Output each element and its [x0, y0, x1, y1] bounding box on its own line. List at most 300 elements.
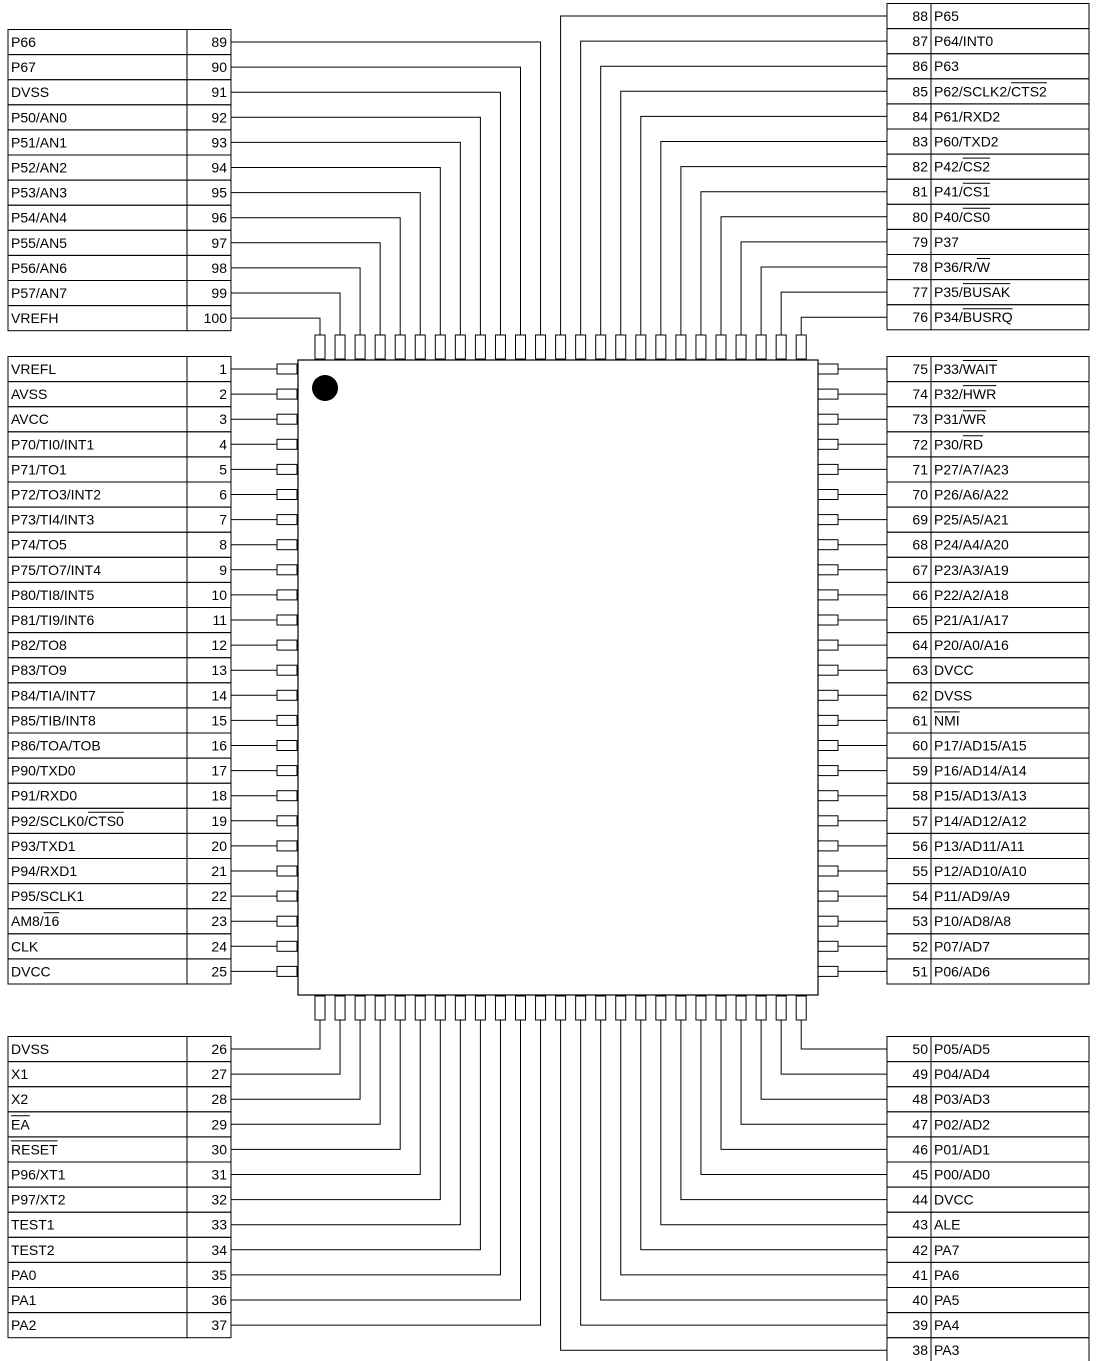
pin-label: P96/XT1	[11, 1166, 66, 1183]
top-left-wire	[231, 142, 460, 335]
pin-label: TEST1	[11, 1216, 55, 1233]
pin-number: 53	[912, 913, 928, 930]
pin-number: 28	[211, 1091, 227, 1108]
left-lead	[277, 791, 297, 801]
pin-number: 16	[211, 737, 227, 754]
left-lead	[277, 941, 297, 951]
pin-number: 2	[219, 386, 227, 403]
right-lead	[818, 615, 838, 625]
right-lead	[818, 515, 838, 525]
bottom-lead	[696, 996, 706, 1020]
bottom-lead	[756, 996, 766, 1020]
pin-label: P84/TIA/INT7	[11, 687, 96, 704]
pin-number: 98	[211, 259, 227, 276]
bottom-lead	[656, 996, 666, 1020]
pin-label: P10/AD8/A8	[934, 913, 1012, 930]
pin-number: 35	[211, 1266, 227, 1283]
pin-label: P74/TO5	[11, 536, 67, 553]
bottom-lead	[516, 996, 526, 1020]
pin-number: 26	[211, 1041, 227, 1057]
left-lead	[277, 741, 297, 751]
bottom-lead	[395, 996, 405, 1020]
top-right-wire	[801, 317, 887, 335]
pin-number: 68	[912, 536, 928, 553]
pin-label: DVCC	[934, 662, 974, 679]
pin-label: PA4	[934, 1317, 960, 1334]
pin-label: DVCC	[934, 1191, 974, 1208]
right-lead	[818, 540, 838, 550]
pin-number: 72	[912, 436, 928, 453]
pin-label: P01/AD1	[934, 1141, 991, 1158]
pin-number: 74	[912, 386, 928, 403]
bottom-left-wire	[231, 1020, 420, 1175]
pin-label: X2	[11, 1091, 29, 1108]
left-lead	[277, 640, 297, 650]
pin-number: 61	[912, 712, 928, 729]
pin-number: 48	[912, 1091, 928, 1108]
right-lead	[818, 816, 838, 826]
pin-label: DVCC	[11, 963, 51, 980]
bottom-left-wire	[231, 1020, 380, 1124]
pin-label: P92/SCLK0/CTS0	[11, 812, 124, 829]
pin-number: 95	[211, 184, 227, 201]
bottom-right-wire	[701, 1020, 887, 1175]
pin-number: 29	[211, 1116, 227, 1133]
left-lead	[277, 665, 297, 675]
pin-label: P53/AN3	[11, 184, 68, 201]
pin-number: 19	[211, 812, 227, 829]
pin-number: 89	[211, 34, 227, 50]
pin-label: DVSS	[11, 84, 50, 101]
pin-label-cell	[8, 1112, 187, 1137]
top-lead	[435, 335, 445, 359]
top-right-wire	[761, 267, 887, 335]
bottom-lead	[636, 996, 646, 1020]
pin-number: 58	[912, 787, 928, 804]
pin-number: 37	[211, 1317, 227, 1334]
pin-label: P23/A3/A19	[934, 561, 1009, 578]
pin-number: 52	[912, 938, 928, 955]
left-lead	[277, 414, 297, 424]
right-lead	[818, 791, 838, 801]
pin-label: X1	[11, 1066, 29, 1083]
pin-number: 32	[211, 1191, 227, 1208]
pin-label: P26/A6/A22	[934, 486, 1009, 503]
pin-number: 56	[912, 837, 928, 854]
pin-label: P90/TXD0	[11, 762, 76, 779]
top-lead	[495, 335, 505, 359]
pin-label: P06/AD6	[934, 963, 991, 980]
bottom-lead	[355, 996, 365, 1020]
pin-number: 99	[211, 285, 227, 301]
pin-label: P56/AN6	[11, 259, 68, 276]
bottom-left-wire	[231, 1020, 521, 1300]
pin-label: P22/A2/A18	[934, 586, 1009, 603]
pin-number: 36	[211, 1292, 227, 1308]
pin-label: P07/AD7	[934, 938, 991, 955]
pin-number: 94	[211, 159, 227, 176]
top-right-wire	[561, 16, 887, 335]
pin-label: P80/TI8/INT5	[11, 586, 95, 603]
pin-label: P33/WAIT	[934, 361, 998, 377]
left-lead	[277, 389, 297, 399]
top-lead	[455, 335, 465, 359]
pin-label: P35/BUSAK	[934, 284, 1011, 301]
pin-label: P16/AD14/A14	[934, 762, 1027, 779]
right-lead	[818, 414, 838, 424]
pin-label: P42/CS2	[934, 158, 991, 175]
pin-label: P61/RXD2	[934, 108, 1001, 125]
bottom-right-wire	[781, 1020, 887, 1074]
bottom-right-wire	[761, 1020, 887, 1099]
left-lead	[277, 590, 297, 600]
bottom-lead	[596, 996, 606, 1020]
top-lead	[395, 335, 405, 359]
pin-label: PA5	[934, 1292, 960, 1308]
pin-label: VREFH	[11, 310, 59, 327]
pin-number: 45	[912, 1166, 928, 1183]
pin-number: 24	[211, 938, 227, 955]
top-lead	[536, 335, 546, 359]
top-lead	[475, 335, 485, 359]
pin-number: 31	[211, 1166, 227, 1183]
bottom-right-wire	[661, 1020, 887, 1225]
bottom-lead	[415, 996, 425, 1020]
pin-number: 86	[912, 58, 928, 75]
pin-label: P83/TO9	[11, 662, 67, 679]
pin-label: P34/BUSRQ	[934, 309, 1013, 326]
pin-label: P17/AD15/A15	[934, 737, 1027, 754]
pin-label: EA	[11, 1116, 30, 1133]
pin-label: PA1	[11, 1292, 37, 1308]
pin-number: 50	[912, 1041, 928, 1057]
right-lead	[818, 464, 838, 474]
right-lead	[818, 741, 838, 751]
pin-label: P97/XT2	[11, 1191, 66, 1208]
pin-label: P95/SCLK1	[11, 888, 85, 905]
pin-number: 66	[912, 586, 928, 603]
pin-number: 77	[912, 284, 928, 301]
left-lead	[277, 841, 297, 851]
pin-number: 44	[912, 1191, 928, 1208]
top-right-wire	[781, 292, 887, 335]
pin-number: 70	[912, 486, 928, 503]
pin-number: 85	[912, 83, 928, 100]
bottom-right-wire	[681, 1020, 887, 1200]
bottom-lead	[536, 996, 546, 1020]
pin-label: P21/A1/A17	[934, 612, 1009, 628]
pin-number: 88	[912, 8, 928, 24]
pin-label: P73/TI4/INT3	[11, 511, 95, 528]
top-left-wire	[231, 42, 541, 335]
pin-label: P85/TIB/INT8	[11, 712, 96, 729]
pin-number: 23	[211, 913, 227, 930]
bottom-lead	[556, 996, 566, 1020]
right-lead	[818, 640, 838, 650]
pin-number: 25	[211, 963, 227, 980]
bottom-lead	[616, 996, 626, 1020]
left-lead	[277, 690, 297, 700]
pin-number: 42	[912, 1241, 928, 1258]
pin-number: 17	[211, 762, 227, 779]
left-lead	[277, 565, 297, 575]
pin-number: 34	[211, 1241, 227, 1258]
top-left-wire	[231, 193, 420, 335]
right-lead	[818, 766, 838, 776]
pin-label: P51/AN1	[11, 134, 68, 151]
left-lead	[277, 816, 297, 826]
bottom-lead	[315, 996, 325, 1020]
left-lead	[277, 891, 297, 901]
right-lead	[818, 665, 838, 675]
pin-label: P12/AD10/A10	[934, 863, 1027, 879]
bottom-lead	[435, 996, 445, 1020]
top-left-wire	[231, 243, 380, 335]
pin-label: P60/TXD2	[934, 133, 999, 150]
pin-number: 4	[219, 436, 227, 453]
pin-label: P24/A4/A20	[934, 536, 1009, 553]
bottom-lead	[676, 996, 686, 1020]
pin-label: P20/A0/A16	[934, 637, 1009, 654]
pin-label: P37	[934, 233, 959, 250]
bottom-lead	[776, 996, 786, 1020]
right-lead	[818, 565, 838, 575]
top-lead	[656, 335, 666, 359]
pin-label: P72/TO3/INT2	[11, 486, 102, 503]
pin-number: 55	[912, 863, 928, 879]
pin-number: 27	[211, 1066, 227, 1083]
bottom-lead	[455, 996, 465, 1020]
pin-label: P70/TI0/INT1	[11, 436, 95, 453]
pin-label: P93/TXD1	[11, 837, 76, 854]
pin-number: 63	[912, 662, 928, 679]
pin-number: 78	[912, 259, 928, 275]
top-lead	[616, 335, 626, 359]
pin-label: P31/WR	[934, 411, 987, 428]
top-right-wire	[641, 116, 887, 335]
pin-number: 9	[219, 561, 227, 578]
right-lead	[818, 439, 838, 449]
pin-number: 41	[912, 1266, 928, 1283]
pin-label: DVSS	[934, 687, 973, 704]
pin-number: 91	[211, 84, 227, 101]
pin-number: 65	[912, 612, 928, 628]
pin-label: P15/AD13/A13	[934, 787, 1027, 804]
top-lead	[335, 335, 345, 359]
top-right-wire	[581, 41, 887, 335]
pin-label: P81/TI9/INT6	[11, 612, 95, 628]
left-lead	[277, 615, 297, 625]
pin-label: PA6	[934, 1266, 960, 1283]
pin-label: P75/TO7/INT4	[11, 561, 102, 578]
bottom-right-wire	[721, 1020, 887, 1149]
pin-number: 93	[211, 134, 227, 151]
left-lead	[277, 439, 297, 449]
pin-number: 76	[912, 309, 928, 326]
pin-number: 5	[219, 461, 227, 478]
top-lead	[415, 335, 425, 359]
pin-number: 12	[211, 637, 227, 654]
left-lead	[277, 490, 297, 500]
bottom-left-wire	[231, 1020, 400, 1149]
pin-number: 73	[912, 411, 928, 428]
pin-label: P82/TO8	[11, 637, 67, 654]
right-lead	[818, 690, 838, 700]
pin-label: P55/AN5	[11, 234, 68, 251]
top-lead	[596, 335, 606, 359]
pin-number: 21	[211, 863, 227, 879]
pin-number: 30	[211, 1141, 227, 1158]
pin-number: 100	[203, 310, 227, 327]
top-left-wire	[231, 268, 360, 335]
pin-label: P02/AD2	[934, 1116, 991, 1133]
pin-number: 97	[211, 234, 227, 251]
pin-label-cell	[8, 1087, 187, 1112]
top-lead	[576, 335, 586, 359]
right-lead	[818, 966, 838, 976]
pin-number: 43	[912, 1216, 928, 1233]
pin-number: 81	[912, 183, 928, 200]
top-right-wire	[701, 192, 887, 335]
pin-number: 51	[912, 963, 928, 980]
top-lead	[736, 335, 746, 359]
pin-label: P57/AN7	[11, 285, 68, 301]
right-lead	[818, 841, 838, 851]
top-left-wire	[231, 218, 400, 335]
bottom-right-wire	[601, 1020, 887, 1300]
pin-number: 6	[219, 486, 227, 503]
pin-label: P66	[11, 34, 36, 50]
pin-number: 90	[211, 59, 227, 76]
pin-label: P67	[11, 59, 36, 76]
right-lead	[818, 941, 838, 951]
bottom-left-wire	[231, 1020, 340, 1074]
pin-label: P65	[934, 8, 959, 24]
top-lead	[756, 335, 766, 359]
pin-number: 75	[912, 361, 928, 377]
pin-label: P04/AD4	[934, 1066, 991, 1083]
pin-number: 14	[211, 687, 227, 704]
bottom-right-wire	[581, 1020, 887, 1325]
pin-number: 64	[912, 637, 928, 654]
pin-number: 92	[211, 109, 227, 126]
right-lead	[818, 916, 838, 926]
pin-number: 67	[912, 561, 928, 578]
left-lead	[277, 715, 297, 725]
pin-label: P40/CS0	[934, 208, 991, 225]
left-lead	[277, 540, 297, 550]
pin-label: P14/AD12/A12	[934, 812, 1027, 829]
left-lead	[277, 866, 297, 876]
bottom-right-wire	[561, 1020, 887, 1350]
pin-label: TEST2	[11, 1241, 55, 1258]
top-lead	[716, 335, 726, 359]
pin-label: NMI	[934, 712, 960, 729]
bottom-left-wire	[231, 1020, 480, 1250]
pin-label: P52/AN2	[11, 159, 68, 176]
pin-label: P00/AD0	[934, 1166, 991, 1183]
pin-number: 1	[219, 361, 227, 377]
pin-number: 40	[912, 1292, 928, 1308]
left-lead	[277, 966, 297, 976]
top-right-wire	[601, 66, 887, 335]
top-left-wire	[231, 318, 320, 335]
bottom-lead	[375, 996, 385, 1020]
pin-number: 96	[211, 209, 227, 226]
right-lead	[818, 866, 838, 876]
pin-label: AVCC	[11, 411, 49, 428]
left-lead	[277, 515, 297, 525]
top-lead	[516, 335, 526, 359]
pin-label: PA7	[934, 1241, 960, 1258]
top-lead	[796, 335, 806, 359]
pin-label: P03/AD3	[934, 1091, 991, 1108]
pin-number: 8	[219, 536, 227, 553]
top-lead	[776, 335, 786, 359]
pin-label: PA3	[934, 1342, 960, 1359]
pin-label: P05/AD5	[934, 1041, 991, 1057]
pin-number: 59	[912, 762, 928, 779]
pin-number: 49	[912, 1066, 928, 1083]
chip-body	[298, 360, 818, 995]
top-lead	[375, 335, 385, 359]
pin-number: 46	[912, 1141, 928, 1158]
top-lead	[676, 335, 686, 359]
pin-label: P63	[934, 58, 959, 75]
right-lead	[818, 590, 838, 600]
bottom-lead	[495, 996, 505, 1020]
bottom-lead	[716, 996, 726, 1020]
bottom-left-wire	[231, 1020, 460, 1225]
pin-label: AM8/16	[11, 913, 60, 930]
pin-number: 10	[211, 586, 227, 603]
pin-label: P27/A7/A23	[934, 461, 1009, 478]
top-lead	[696, 335, 706, 359]
pin-label: ALE	[934, 1216, 961, 1233]
left-lead	[277, 464, 297, 474]
pin-number: 79	[912, 233, 928, 250]
pin-number: 3	[219, 411, 227, 428]
top-lead	[636, 335, 646, 359]
pin-number: 11	[212, 612, 227, 628]
pin-label: P86/TOA/TOB	[11, 737, 101, 754]
bottom-right-wire	[741, 1020, 887, 1124]
pin-label: DVSS	[11, 1041, 50, 1057]
pin-label: P11/AD9/A9	[934, 888, 1011, 905]
pin-label: P32/HWR	[934, 386, 997, 403]
pin-number: 47	[912, 1116, 928, 1133]
pin-number: 83	[912, 133, 928, 150]
left-lead	[277, 766, 297, 776]
pin-number: 18	[211, 787, 227, 804]
pin-label: P64/INT0	[934, 33, 994, 50]
pin-label: P25/A5/A21	[934, 511, 1009, 528]
left-lead	[277, 916, 297, 926]
pin-number: 60	[912, 737, 928, 754]
pin-label: P36/R/W	[934, 259, 991, 275]
pin-label: P62/SCLK2/CTS2	[934, 83, 1047, 100]
bottom-left-wire	[231, 1020, 541, 1325]
right-lead	[818, 891, 838, 901]
pin-number: 62	[912, 687, 928, 704]
pin-number: 80	[912, 208, 928, 225]
pin1-marker-dot	[312, 375, 338, 401]
bottom-lead	[736, 996, 746, 1020]
pin-number: 7	[219, 511, 227, 528]
pin-label: P30/RD	[934, 436, 984, 453]
pin-label: RESET	[11, 1141, 58, 1158]
pin-label: P41/CS1	[934, 183, 991, 200]
